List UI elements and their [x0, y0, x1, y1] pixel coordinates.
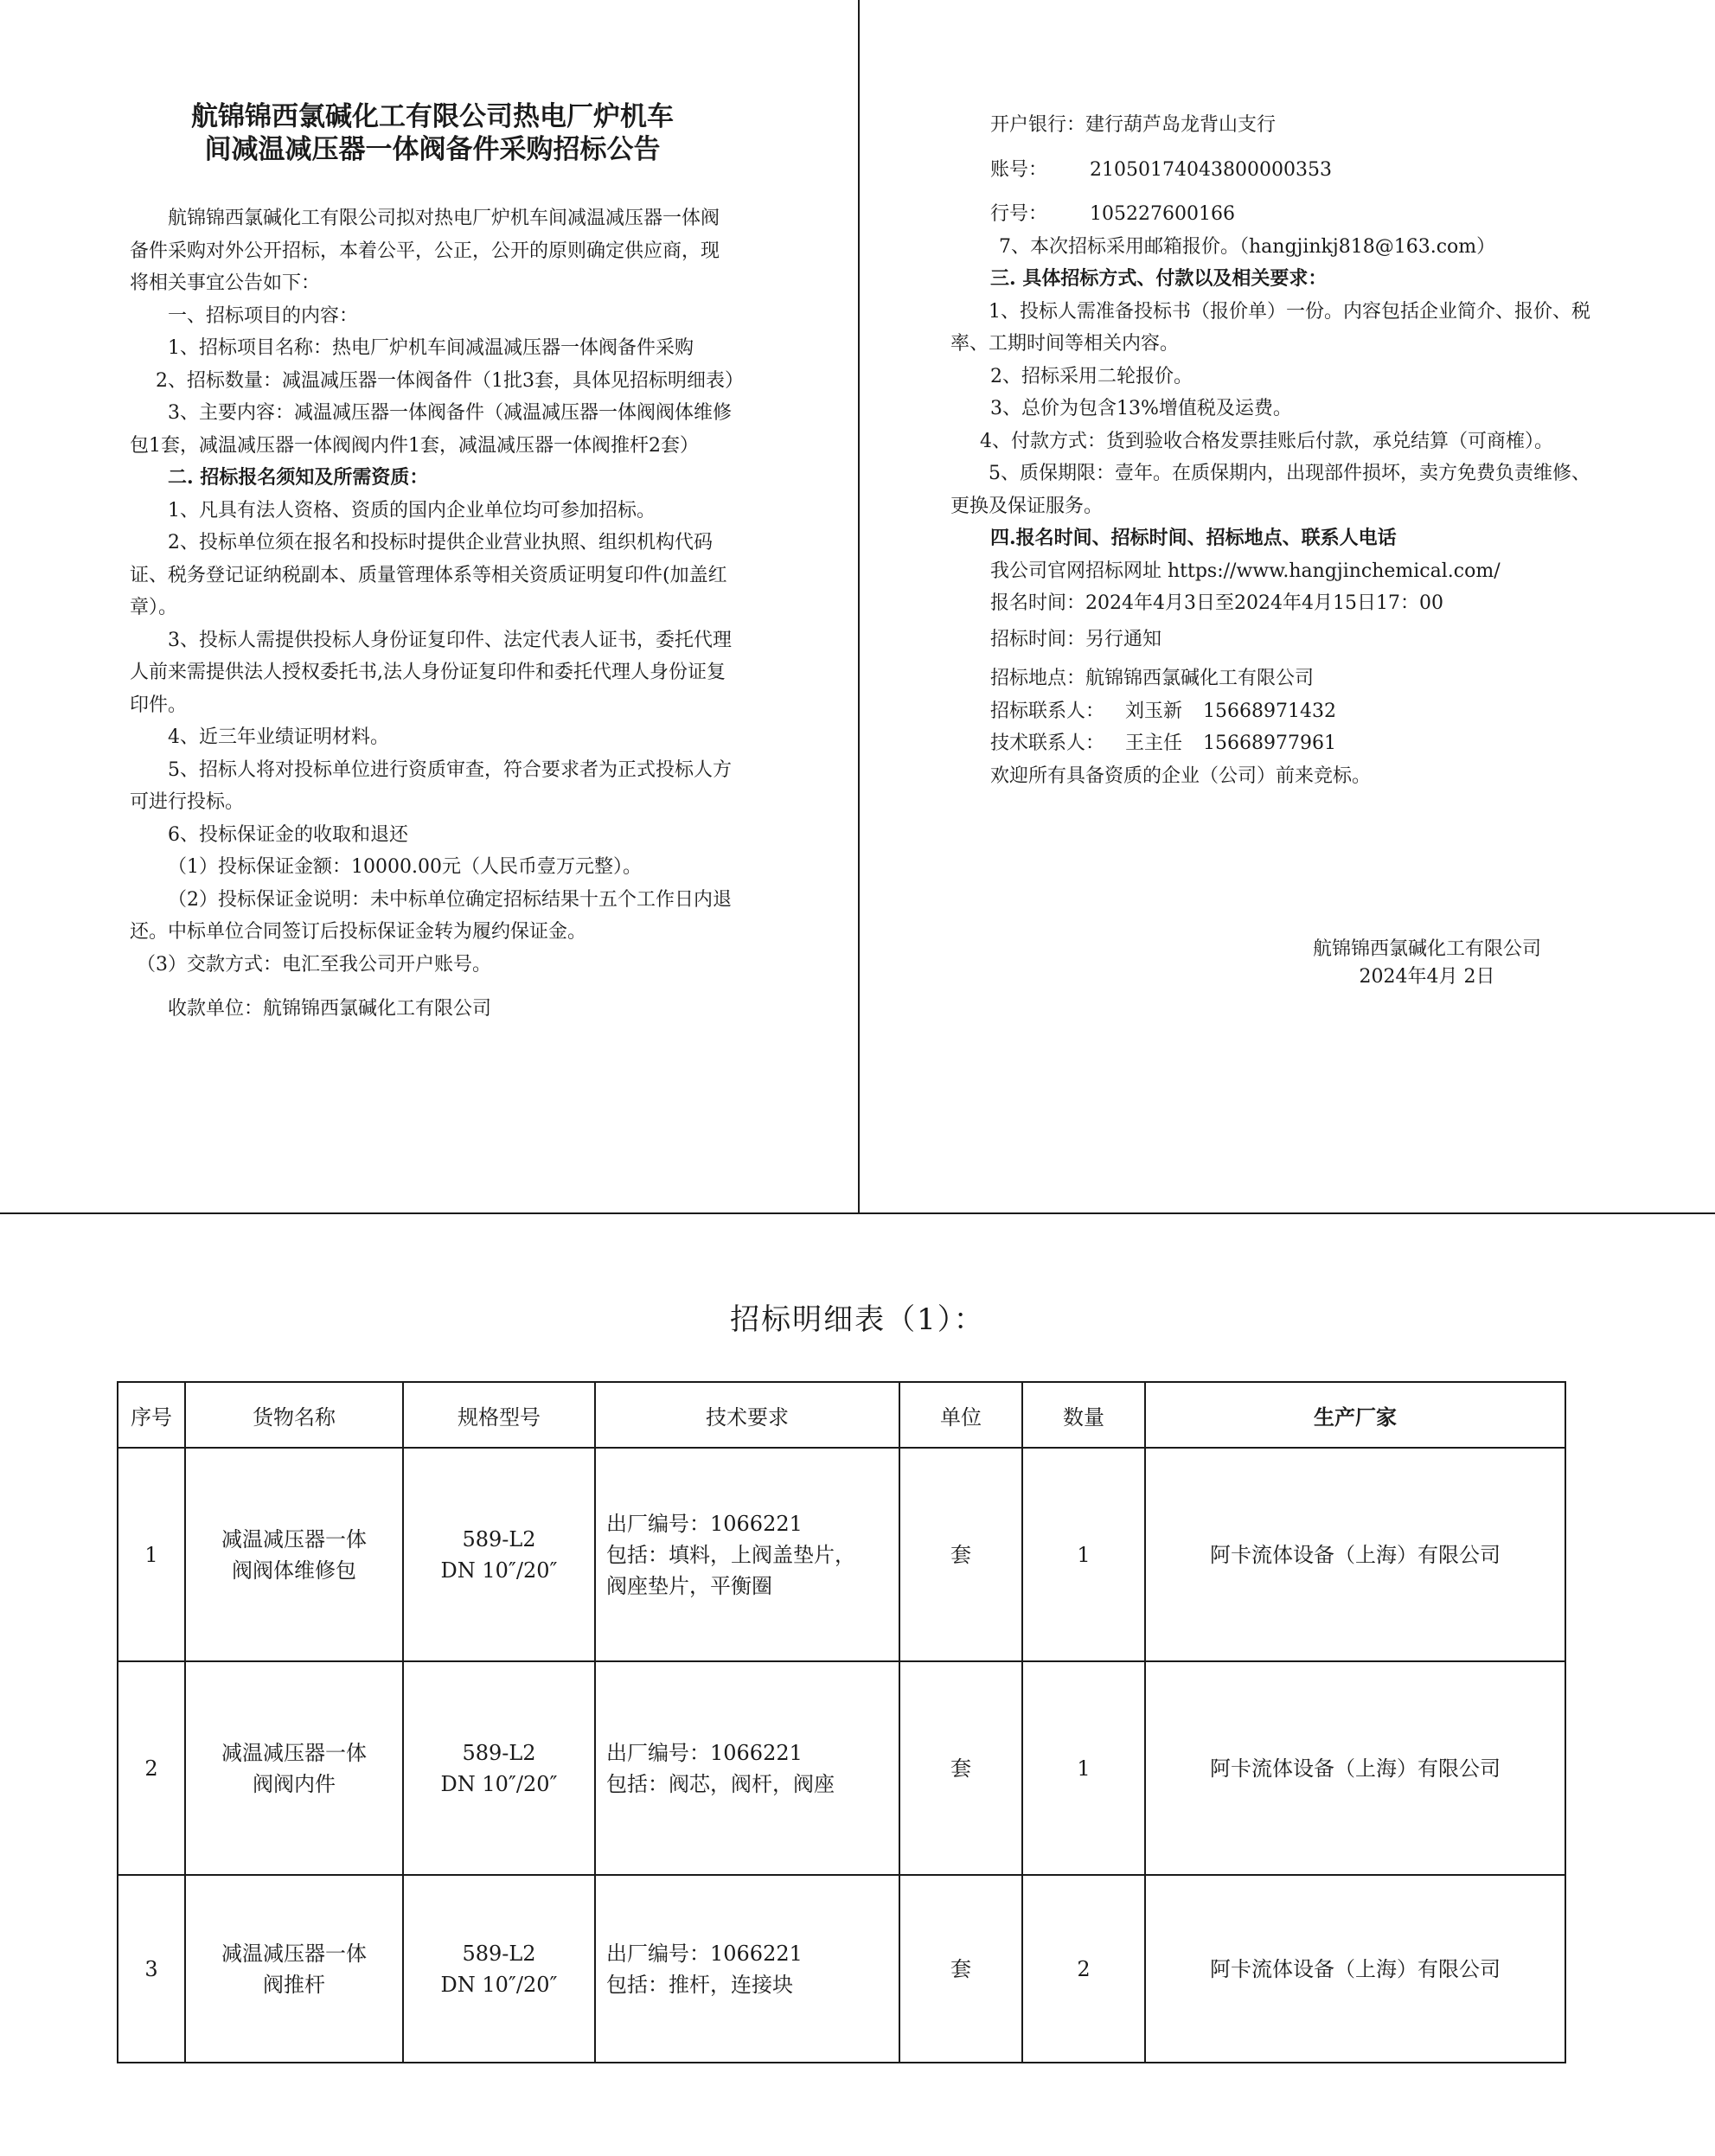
- table-row: [118, 1661, 1565, 1875]
- email-quote-item: 7、本次招标采用邮箱报价。（hangjinkj818@163.com）: [999, 235, 1496, 258]
- notice-title: [130, 100, 735, 166]
- row-tech: 出厂编号：1066221 包括：阀芯，阀杆，阀座: [595, 1661, 899, 1875]
- signature-company: 航锦锦西氯碱化工有限公司: [1312, 938, 1541, 960]
- bank-row: 开户银行：建行葫芦岛龙背山支行: [990, 114, 1277, 136]
- section-1-item-1: 1、招标项目名称：热电厂炉机车间减温减压器一体阀备件采购: [168, 337, 694, 359]
- website: 我公司官网招标网址 https://www.hangjinchemical.com/: [990, 560, 1501, 582]
- notice-left-page: [130, 100, 744, 1026]
- header-qty: 数量: [1022, 1382, 1145, 1448]
- page-divider-vertical: [858, 0, 860, 1212]
- detail-table-title: 招标明细表（1）：: [730, 1302, 985, 1337]
- section-2-item-2: 2、投标单位须在报名和投标时提供企业营业执照、组织机构代码证、税务登记证纳税副本、质量管理体系等相关资质证明复印件(加盖红章）。: [130, 532, 727, 618]
- section-3-title: 三. 具体招标方式、付款以及相关要求：: [990, 267, 1328, 290]
- signature-date: 2024年4月 2日: [1359, 966, 1495, 988]
- section-3-item-1: 1、投标人需准备投标书（报价单）一份。内容包括企业简介、报价、税率、工期时间等相关内容。: [950, 300, 1590, 355]
- section-2-title: 二. 招标报名须知及所需资质：: [168, 466, 429, 489]
- deposit-note: （2）投标保证金说明：未中标单位确定招标结果十五个工作日内退还。中标单位合同签订后投标保证金转为履约保证金。: [130, 888, 732, 943]
- row-maker: 阿卡流体设备（上海）有限公司: [1145, 1448, 1565, 1661]
- row-qty: 2: [1022, 1875, 1145, 2063]
- row-tech: 出厂编号：1066221 包括：推杆，连接块: [595, 1875, 899, 2063]
- notice-right-page: [950, 109, 1596, 792]
- header-no: 序号: [118, 1382, 185, 1448]
- page-divider-horizontal: [0, 1212, 1715, 1214]
- table-row: [118, 1875, 1565, 2063]
- row-unit: 套: [899, 1448, 1022, 1661]
- signature-block: [1293, 936, 1561, 991]
- section-1-title: 一、招标项目的内容：: [168, 304, 359, 327]
- table-header-row: [118, 1382, 1565, 1448]
- row-spec: 589-L2 DN 10″/20″: [403, 1875, 595, 2063]
- section-3-item-5: 5、质保期限：壹年。在质保期内，出现部件损坏，卖方免费负责维修、更换及保证服务。: [950, 463, 1590, 517]
- row-spec: 589-L2 DN 10″/20″: [403, 1661, 595, 1875]
- row-qty: 1: [1022, 1661, 1145, 1875]
- detail-table: [117, 1381, 1566, 2063]
- account-number: 21050174043800000353: [1090, 158, 1332, 181]
- header-spec: 规格型号: [403, 1382, 595, 1448]
- section-3-item-2: 2、招标采用二轮报价。: [990, 365, 1193, 387]
- section-1-item-2: 2、招标数量：减温减压器一体阀备件（1批3套，具体见招标明细表）: [156, 369, 744, 392]
- bank-name: 建行葫芦岛龙背山支行: [1085, 114, 1277, 136]
- account-row: 账号： 21050174043800000353: [990, 158, 1332, 181]
- section-3-item-3: 3、总价为包含13%增值税及运费。: [990, 398, 1292, 419]
- row-no: 2: [118, 1661, 185, 1875]
- bank-code: 105227600166: [1090, 203, 1235, 225]
- row-no: 1: [118, 1448, 185, 1661]
- title-line-2: 间减温减压器一体阀备件采购招标公告: [204, 134, 661, 165]
- row-name: 减温减压器一体 阀阀体维修包: [185, 1448, 403, 1661]
- bid-time: 招标时间：另行通知: [990, 628, 1162, 650]
- section-1-item-3: 3、主要内容：减温减压器一体阀备件（减温减压器一体阀阀体维修包1套，减温减压器一体阀阀内件1套，减温减压器一体阀推杆2套）: [130, 402, 732, 457]
- bank-code-row: 行号： 105227600166: [990, 203, 1235, 225]
- intro-paragraph: 航锦锦西氯碱化工有限公司拟对热电厂炉机车间减温减压器一体阀备件采购对外公开招标，本着公平，公正，公开的原则确定供应商，现将相关事宜公告如下：: [130, 208, 720, 294]
- section-2-item-6: 6、投标保证金的收取和退还: [168, 823, 408, 846]
- bid-place: 招标地点：航锦锦西氯碱化工有限公司: [990, 668, 1315, 689]
- header-name: 货物名称: [185, 1382, 403, 1448]
- payee: 收款单位：航锦锦西氯碱化工有限公司: [168, 998, 492, 1020]
- header-tech: 技术要求: [595, 1382, 899, 1448]
- row-maker: 阿卡流体设备（上海）有限公司: [1145, 1875, 1565, 2063]
- row-maker: 阿卡流体设备（上海）有限公司: [1145, 1661, 1565, 1875]
- section-3-item-4: 4、付款方式：货到验收合格发票挂账后付款，承兑结算（可商榷）。: [980, 430, 1553, 452]
- deposit-payment-method: （3）交款方式：电汇至我公司开户账号。: [137, 953, 491, 976]
- title-line-1: 航锦锦西氯碱化工有限公司热电厂炉机车: [191, 101, 674, 132]
- section-2-item-1: 1、凡具有法人资格、资质的国内企业单位均可参加招标。: [168, 499, 656, 521]
- section-2-item-5: 5、招标人将对投标单位进行资质审查，符合要求者为正式投标人方可进行投标。: [130, 758, 732, 813]
- row-unit: 套: [899, 1875, 1022, 2063]
- welcome: 欢迎所有具备资质的企业（公司）前来竞标。: [990, 765, 1372, 787]
- header-unit: 单位: [899, 1382, 1022, 1448]
- section-2-item-4: 4、近三年业绩证明材料。: [168, 726, 389, 748]
- row-tech: 出厂编号：1066221 包括：填料，上阀盖垫片， 阀座垫片，平衡圈: [595, 1448, 899, 1661]
- row-unit: 套: [899, 1661, 1022, 1875]
- row-qty: 1: [1022, 1448, 1145, 1661]
- bid-contact: 招标联系人： 刘玉新 15668971432: [990, 700, 1336, 722]
- registration-time: 报名时间：2024年4月3日至2024年4月15日17：00: [990, 592, 1443, 614]
- header-maker: 生产厂家: [1145, 1382, 1565, 1448]
- row-spec: 589-L2 DN 10″/20″: [403, 1448, 595, 1661]
- table-row: [118, 1448, 1565, 1661]
- row-name: 减温减压器一体 阀推杆: [185, 1875, 403, 2063]
- section-4-title: 四.报名时间、招标时间、招标地点、联系人电话: [990, 527, 1397, 549]
- row-name: 减温减压器一体 阀阀内件: [185, 1661, 403, 1875]
- deposit-amount: （1）投标保证金额：10000.00元（人民币壹万元整）。: [168, 856, 642, 878]
- row-no: 3: [118, 1875, 185, 2063]
- tech-contact: 技术联系人： 王主任 15668977961: [990, 733, 1336, 754]
- section-2-item-3: 3、投标人需提供投标人身份证复印件、法定代表人证书，委托代理人前来需提供法人授权委托书,法人身份证复印件和委托代理人身份证复印件。: [130, 629, 732, 716]
